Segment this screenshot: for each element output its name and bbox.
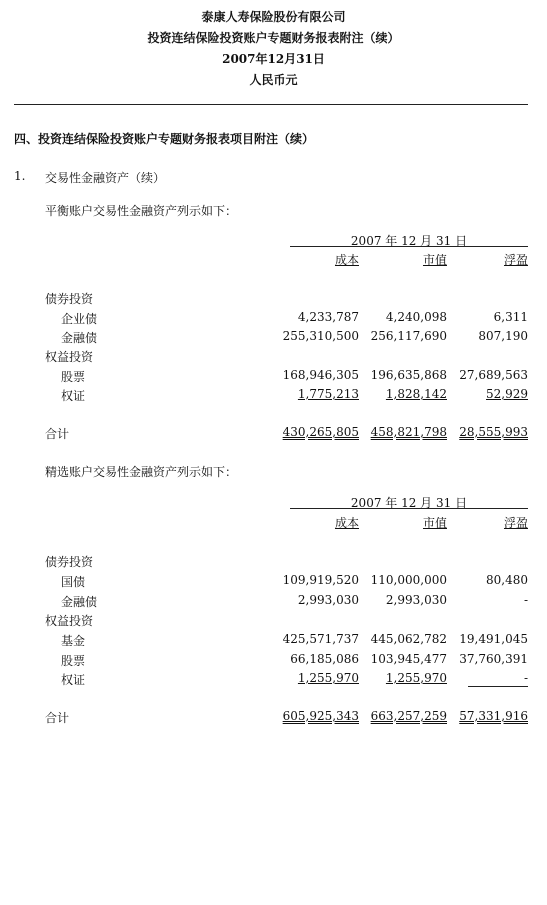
row-label: 金融债 xyxy=(61,595,98,609)
table1-group-equity: 权益投资 xyxy=(45,350,94,364)
cell-cost: 109,919,520 xyxy=(282,573,359,587)
row-label: 企业债 xyxy=(61,312,98,326)
cell-gain: 80,480 xyxy=(486,573,528,587)
row-label: 权证 xyxy=(61,389,86,403)
item-title: 交易性金融资产（续） xyxy=(45,171,166,185)
total-label: 合计 xyxy=(45,711,70,725)
company-name: 泰康人寿保险股份有限公司 xyxy=(201,10,346,24)
table2-period: 2007 年 12 月 31 日 xyxy=(350,496,468,510)
table2-period-rule xyxy=(290,508,528,509)
cell-market-value: 1,828,142 xyxy=(385,387,447,401)
cell-market-value: 1,255,970 xyxy=(385,671,447,685)
cell-market-value: 110,000,000 xyxy=(370,573,447,587)
cell-gain: - xyxy=(523,671,528,685)
item-number: 1. xyxy=(14,169,26,183)
header-divider xyxy=(14,104,528,105)
table2-col-gain: 浮盈 xyxy=(503,516,528,530)
cell-gain: 52,929 xyxy=(486,387,528,401)
row-label: 国债 xyxy=(61,575,86,589)
row-label: 金融债 xyxy=(61,331,98,345)
report-date: 2007年12月31日 xyxy=(222,52,325,66)
table2-intro: 精选账户交易性金融资产列示如下： xyxy=(45,465,238,479)
cell-market-value: 103,945,477 xyxy=(370,652,447,666)
cell-gain: 6,311 xyxy=(493,310,528,324)
total-gain: 28,555,993 xyxy=(459,425,528,439)
table1-period-rule xyxy=(290,246,528,247)
cell-gain: 807,190 xyxy=(478,329,528,343)
currency-label: 人民币元 xyxy=(249,73,298,87)
cell-market-value: 2,993,030 xyxy=(385,593,447,607)
total-market-value: 663,257,259 xyxy=(370,709,447,723)
table2-col-value: 市值 xyxy=(422,516,447,530)
table1-col-gain: 浮盈 xyxy=(503,253,528,267)
table2-group-equity: 权益投资 xyxy=(45,614,94,628)
cell-cost: 168,946,305 xyxy=(282,368,359,382)
table2-col-cost: 成本 xyxy=(334,516,359,530)
table1-col-value: 市值 xyxy=(422,253,447,267)
table1-group-bonds: 债券投资 xyxy=(45,292,94,306)
cell-gain: 37,760,391 xyxy=(459,652,528,666)
row-label: 股票 xyxy=(61,370,86,384)
cell-market-value: 196,635,868 xyxy=(370,368,447,382)
cell-cost: 255,310,500 xyxy=(282,329,359,343)
total-gain: 57,331,916 xyxy=(459,709,528,723)
row-label: 权证 xyxy=(61,673,86,687)
cell-gain: 19,491,045 xyxy=(459,632,528,646)
table1-col-cost: 成本 xyxy=(334,253,359,267)
cell-cost: 4,233,787 xyxy=(297,310,359,324)
row-label: 基金 xyxy=(61,634,86,648)
cell-market-value: 256,117,690 xyxy=(370,329,447,343)
table2-group-bonds: 债券投资 xyxy=(45,555,94,569)
section-heading: 四、投资连结保险投资账户专题财务报表项目附注（续） xyxy=(14,132,315,146)
cell-cost: 66,185,086 xyxy=(290,652,359,666)
report-title: 投资连结保险投资账户专题财务报表附注（续） xyxy=(147,31,400,45)
cell-gain: 27,689,563 xyxy=(459,368,528,382)
total-cost: 430,265,805 xyxy=(282,425,359,439)
total-label: 合计 xyxy=(45,427,70,441)
cell-gain: - xyxy=(523,593,528,607)
row-label: 股票 xyxy=(61,654,86,668)
cell-market-value: 4,240,098 xyxy=(385,310,447,324)
total-market-value: 458,821,798 xyxy=(370,425,447,439)
cell-cost: 425,571,737 xyxy=(282,632,359,646)
cell-gain-underline xyxy=(468,686,528,687)
table1-period: 2007 年 12 月 31 日 xyxy=(350,234,468,248)
cell-cost: 1,775,213 xyxy=(297,387,359,401)
cell-cost: 1,255,970 xyxy=(297,671,359,685)
total-cost: 605,925,343 xyxy=(282,709,359,723)
cell-cost: 2,993,030 xyxy=(297,593,359,607)
table1-intro: 平衡账户交易性金融资产列示如下： xyxy=(45,204,238,218)
cell-market-value: 445,062,782 xyxy=(370,632,447,646)
